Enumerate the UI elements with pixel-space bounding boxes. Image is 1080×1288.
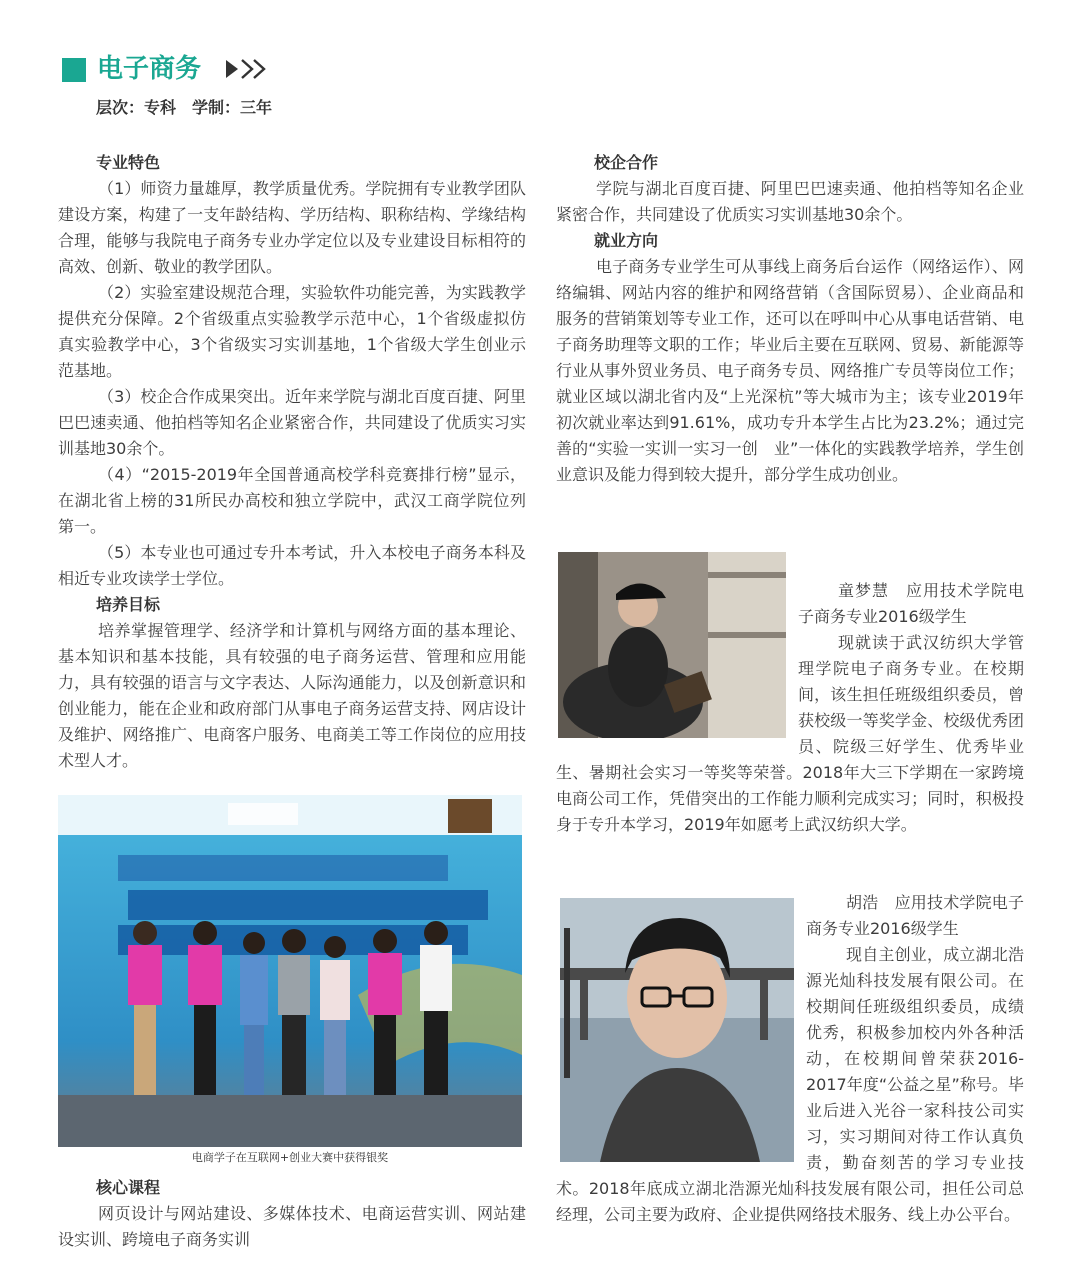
feature-item: （4）“2015-2019年全国普通高校学科竞赛排行榜”显示，在湖北省上榜的31所民办高校和独立学院中，武汉工商学院位列第一。 — [58, 465, 526, 536]
feature-item: （5）本专业也可通过专升本考试，升入本校电子商务本科及相近专业攻读学士学位。 — [58, 543, 526, 588]
student2-text: 现自主创业，成立湖北浩源光灿科技发展有限公司。在校期间任班级组织委员，成绩优秀，积极参加校内外各种活动，在校期间曾荣获2016-2017年度“公益之星”称号。毕业后进入光谷一家科技公司实习，实习期间对待工作认真负责，勤奋刻苦的学习专业技术。2018年底成立湖北浩源光灿科技发展有限公司，担任公司总经理，公司主要为政府、企业提供网络技术服务、线上办公平台。 — [556, 945, 1024, 1224]
coop-heading: 校企合作 — [594, 153, 659, 172]
student1-bio — [556, 630, 1024, 838]
features-heading: 专业特色 — [96, 153, 161, 172]
student2-name: 胡浩 应用技术学院电子商务专业2016级学生 — [806, 893, 1024, 938]
goal-heading: 培养目标 — [96, 595, 161, 614]
double-chevron-right-icon — [224, 56, 272, 82]
left-column — [58, 150, 526, 774]
core-courses — [58, 1175, 526, 1253]
page-subtitle: 层次：专科 学制：三年 — [96, 98, 273, 117]
coop-text: 学院与湖北百度百捷、阿里巴巴速卖通、他拍档等知名企业紧密合作，共同建设了优质实习实训基地30余个。 — [556, 179, 1024, 224]
feature-item: （1）师资力量雄厚，教学质量优秀。学院拥有专业教学团队建设方案，构建了一支年龄结构、学历结构、职称结构、学缘结构合理，能够与我院电子商务专业办学定位以及专业建设目标相符的高效、创新、敬业的教学团队。 — [58, 179, 526, 276]
student2-intro — [806, 890, 1024, 942]
right-column — [556, 150, 1024, 488]
photo-caption: 电商学子在互联网+创业大赛中获得银奖 — [191, 1151, 389, 1164]
core-heading: 核心课程 — [96, 1178, 161, 1197]
page-title: 电子商务 — [97, 54, 202, 84]
student2-bio — [556, 942, 1024, 1228]
core-text: 网页设计与网站建设、多媒体技术、电商运营实训、网站建设实训、跨境电子商务实训 — [58, 1204, 526, 1249]
career-text: 电子商务专业学生可从事线上商务后台运作（网络运作）、网络编辑、网站内容的维护和网络营销（含国际贸易）、企业商品和服务的营销策划等专业工作，还可以在呼叫中心从事电话营销、电子商务助理等文职的工作；毕业后主要在互联网、贸易、新能源等行业从事外贸业务员、电子商务专员、网络推广专员等岗位工作；就业区域以湖北省内及“上光深杭”等大城市为主；该专业2019年初次就业率达到91.61%，成功专升本学生占比为23.2%；通过完善的“实验一实训一实习一创 业”一体化的实践教学培养，学生创业意识及能力得到较大提升，部分学生成功创业。 — [556, 257, 1024, 484]
student1-name: 童梦慧 应用技术学院电子商务专业2016级学生 — [798, 581, 1024, 626]
title-square-icon — [62, 58, 86, 82]
student1-intro — [798, 578, 1024, 630]
career-heading: 就业方向 — [594, 231, 659, 250]
feature-item: （2）实验室建设规范合理，实验软件功能完善，为实践教学提供充分保障。2个省级重点实验教学示范中心，1个省级虚拟仿真实验教学中心，3个省级实习实训基地，1个省级大学生创业示范基地。 — [58, 283, 526, 380]
student1-text: 现就读于武汉纺织大学管理学院电子商务专业。在校期间，该生担任班级组织委员，曾获校级一等奖学金、校级优秀团员、院级三好学生、优秀毕业生、暑期社会实习一等奖等荣誉。2018年大三下学期在一家跨境电商公司工作，凭借突出的工作能力顺利完成实习；同时，积极投身于专升本学习，2019年如愿考上武汉纺织大学。 — [556, 633, 1024, 834]
competition-group-photo — [58, 795, 522, 1147]
feature-item: （3）校企合作成果突出。近年来学院与湖北百度百捷、阿里巴巴速卖通、他拍档等知名企业紧密合作，共同建设了优质实习实训基地30余个。 — [58, 387, 526, 458]
goal-text: 培养掌握管理学、经济学和计算机与网络方面的基本理论、基本知识和基本技能，具有较强的电子商务运营、管理和应用能力，具有较强的语言与文字表达、人际沟通能力，以及创新意识和创业能力，能在企业和政府部门从事电子商务运营支持、网店设计及维护、网络推广、电商客户服务、电商美工等工作岗位的应用技术型人才。 — [58, 621, 526, 770]
